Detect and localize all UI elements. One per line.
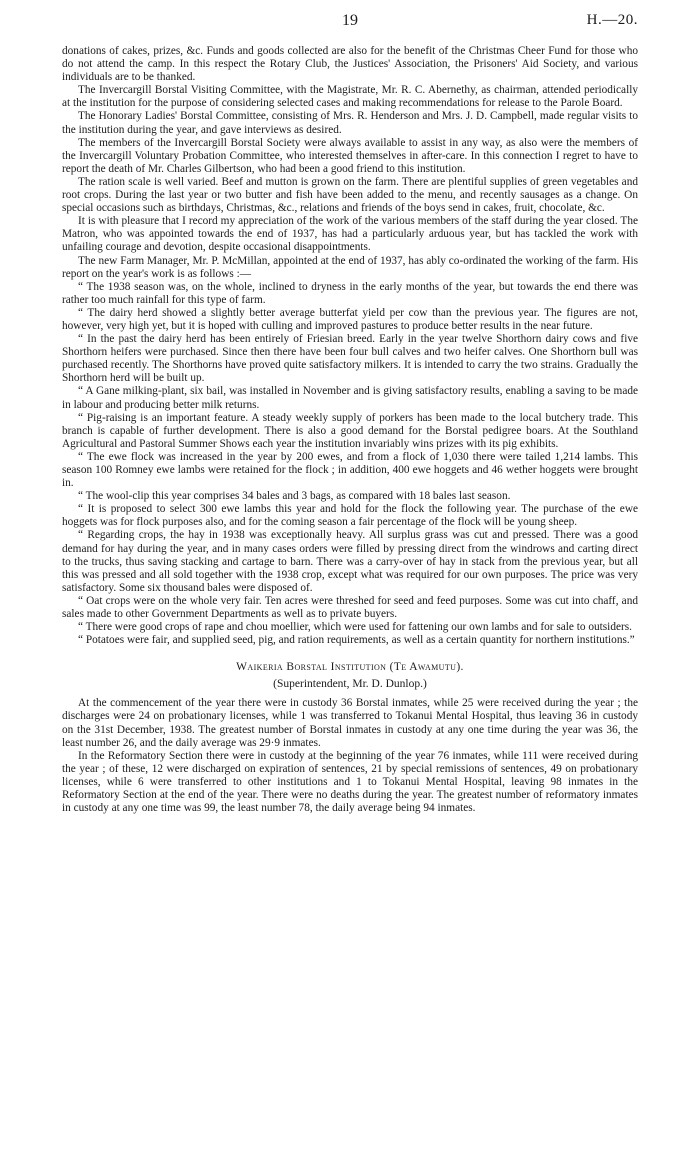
paragraph: The ration scale is well varied. Beef and mutton is grown on the farm. There are plentiful supplies of green vegetables and root crops. During the last year or two butter and fish have been added to the menu, and recently sausages as a change. On special occasions such as birthdays, Christmas, &c., relations and friends of the boys send in cakes, fruit, chocolate, &c. — [62, 175, 638, 215]
paragraph: The members of the Invercargill Borstal Society were always available to assist in any way, as also were the members of the Invercargill Voluntary Probation Committee, who interested themselves in after-care. In this connection I regret to have to report the death of Mr. Charles Gilbertson, who had been a good friend to this institution. — [62, 136, 638, 175]
paragraph: “ Oat crops were on the whole very fair. Ten acres were threshed for seed and feed purposes. Some was cut into chaff, and sales made to other Government Departments as well as to private buyers. — [62, 594, 638, 621]
paragraph: The Honorary Ladies' Borstal Committee, consisting of Mrs. R. Henderson and Mrs. J. D. Campbell, made regular visits to the institution during the year, and gave interviews as desired. — [62, 110, 638, 136]
page-header — [62, 12, 638, 34]
paragraph: “ In the past the dairy herd has been entirely of Friesian breed. Early in the year twelve Shorthorn dairy cows and five Shorthorn heifers were purchased. Since then there have been four bull calves and two heifer calves. One Shorthorn bull was purchased recently. The Shorthorns have proved quite satisfactory milkers. It is intended to carry the two strains. Gradually the Shorthorn herd will be built up. — [62, 333, 638, 385]
paragraph: “ It is proposed to select 300 ewe lambs this year and hold for the flock the following year. The purchase of the ewe hoggets was for flock purposes also, and for the coming season a fair percentage of the flock will be young sheep. — [62, 503, 638, 529]
paragraph: It is with pleasure that I record my appreciation of the work of the various members of the staff during the year closed. The Matron, who was appointed towards the end of 1937, has had a particularly arduous year, but has tackled the work with unfailing courage and devotion, despite occasional disappointments. — [62, 215, 638, 254]
paragraph: “ Regarding crops, the hay in 1938 was exceptionally heavy. All surplus grass was cut and pressed. There was a good demand for hay during the year, and in many cases orders were filled by pressing direct from the windrows and carting direct to the trucks, thus saving stacking and cartage to barn. There was a carry-over of hay in stack from the previous year, but all this was pressed and all sold together with the 1938 crop, except what was required for our own purposes. The price was very satisfactory. Some six thousand bales were disposed of. — [62, 529, 638, 594]
page-number: 19 — [342, 12, 358, 29]
paragraph: “ The dairy herd showed a slightly better average butterfat yield per cow than the previous year. The figures are not, however, very high yet, but it is hoped with culling and improved pastures to produce better results in the near future. — [62, 306, 638, 332]
paragraph: “ The 1938 season was, on the whole, inclined to dryness in the early months of the year, but towards the end there was rather too much rainfall for this type of farm. — [62, 280, 638, 306]
paragraph: donations of cakes, prizes, &c. Funds and goods collected are also for the benefit of the Christmas Cheer Fund for those who do not attend the camp. In this respect the Rotary Club, the Justices' Association, the Prisoners' Aid Society, and various individuals are to be thanked. — [62, 45, 638, 84]
paragraph: The Invercargill Borstal Visiting Committee, with the Magistrate, Mr. R. C. Abernethy, as chairman, attended periodically at the institution for the purpose of considering selected cases and making recommendations for release to the Parole Board. — [62, 84, 638, 110]
paragraph: “ Potatoes were fair, and supplied seed, pig, and ration requirements, as well as a certain quantity for northern institutions.” — [78, 634, 635, 647]
paragraph: “ A Gane milking-plant, six bail, was installed in November and is giving satisfactory results, enabling a saving to be made in labour and producing better milk returns. — [62, 385, 638, 411]
paragraph: “ There were good crops of rape and chou moellier, which were used for fattening our own lambs and for sale to outsiders. — [78, 621, 632, 634]
paragraph: At the commencement of the year there were in custody 36 Borstal inmates, while 25 were received during the year ; the discharges were 24 on probationary licenses, while 1 was transferred to Tokanui Mental Hospital, thus leaving 36 in custody on the 31st December, 1938. The greatest number of Borstal inmates in custody at any one time during the year was 36, the least number 26, and the daily average was 29·9 inmates. — [62, 697, 638, 749]
document-body — [62, 45, 638, 815]
paragraph: The new Farm Manager, Mr. P. McMillan, appointed at the end of 1937, has ably co-ordinated the working of the farm. His report on the year's work is as follows :— — [62, 254, 638, 280]
paragraph: “ The ewe flock was increased in the year by 200 ewes, and from a flock of 1,030 there were tailed 1,214 lambs. This season 100 Romney ewe lambs were retained for the flock ; in addition, 400 ewe hoggets and 46 wether hoggets were brought in. — [62, 450, 638, 490]
paragraph: “ Pig-raising is an important feature. A steady weekly supply of porkers has been made to the local butchery trade. This branch is capable of further development. There is also a good demand for the Borstal pedigree boars. At the Southland Agricultural and Pastoral Summer Shows each year the institution invariably wins prizes with its pig exhibits. — [62, 411, 638, 450]
paragraph: In the Reformatory Section there were in custody at the beginning of the year 76 inmates, while 111 were received during the year ; of these, 12 were discharged on expiration of sentences, 21 by special remissions of sentences, 49 on probationary licenses, while 6 were transferred to other institutions and 1 to Tokanui Mental Hospital, leaving 98 inmates in the Reformatory Section at the end of the year. There were no deaths during the year. The greatest number of reformatory inmates in custody at any one time was 99, the least number 78, the daily average being 94 inmates. — [62, 749, 638, 815]
section-subheading: (Superintendent, Mr. D. Dunlop.) — [273, 678, 427, 691]
document-reference: H.—20. — [586, 12, 638, 28]
paragraph: “ The wool-clip this year comprises 34 bales and 3 bags, as compared with 18 bales last season. — [78, 490, 511, 503]
section-heading: Waikeria Borstal Institution (Te Awamutu). — [236, 661, 464, 674]
